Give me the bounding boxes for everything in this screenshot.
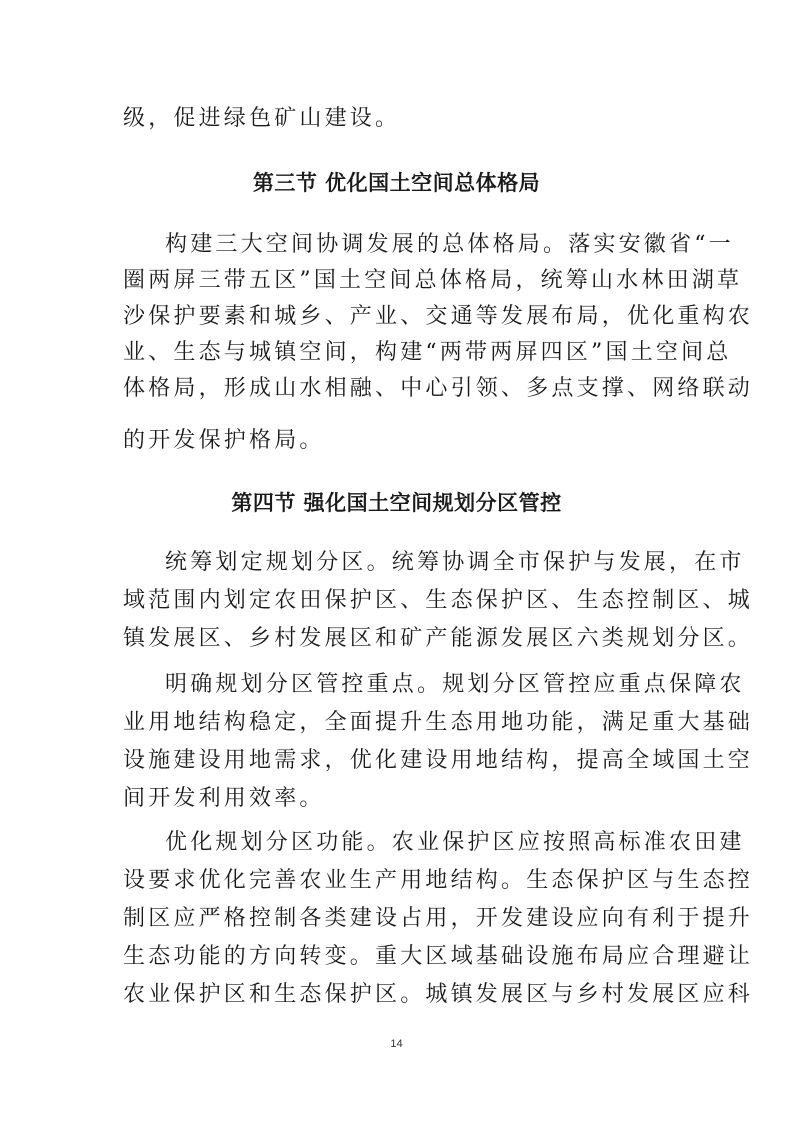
body-text-line: 间开发利用效率。 (123, 786, 325, 811)
section-heading-3: 第三节 优化国土空间总体格局 (252, 171, 541, 195)
body-text-line: 沙保护要素和城乡、产业、交通等发展布局，优化重构农 (123, 304, 754, 329)
body-text-line: 构建三大空间协调发展的总体格局。落实安徽省“一 (165, 232, 734, 257)
body-text-line: 圈两屏三带五区”国土空间总体格局，统筹山水林田湖草 (123, 268, 743, 293)
body-text-line: 农业保护区和生态保护区。城镇发展区与乡村发展区应科 (123, 982, 754, 1007)
page-number: 14 (390, 1038, 403, 1050)
body-text-line: 镇发展区、乡村发展区和矿产能源发展区六类规划分区。 (123, 626, 754, 651)
body-text-line: 业、生态与城镇空间，构建“两带两屏四区”国土空间总 (123, 340, 732, 365)
body-text-line: 级，促进绿色矿山建设。 (123, 106, 401, 131)
body-text-line: 优化规划分区功能。农业保护区应按照高标准农田建 (165, 830, 745, 855)
section-heading-4: 第四节 强化国土空间规划分区管控 (231, 491, 562, 515)
body-text-line: 体格局，形成山水相融、中心引领、多点支撑、网络联动 (123, 376, 754, 401)
body-text-line: 设要求优化完善农业生产用地结构。生态保护区与生态控 (123, 868, 754, 893)
body-text-line: 业用地结构稳定，全面提升生态用地功能，满足重大基础 (123, 710, 754, 735)
body-text-line: 明确规划分区管控重点。规划分区管控应重点保障农 (165, 672, 745, 697)
body-text-line: 的开发保护格局。 (123, 428, 325, 453)
body-text-line: 生态功能的方向转变。重大区域基础设施布局应合理避让 (123, 944, 754, 969)
body-text-line: 统筹划定规划分区。统筹协调全市保护与发展，在市 (165, 550, 745, 575)
body-text-line: 制区应严格控制各类建设占用，开发建设应向有利于提升 (123, 906, 754, 931)
body-text-line: 域范围内划定农田保护区、生态保护区、生态控制区、城 (123, 588, 754, 613)
body-text-line: 设施建设用地需求，优化建设用地结构，提高全域国土空 (123, 748, 754, 773)
